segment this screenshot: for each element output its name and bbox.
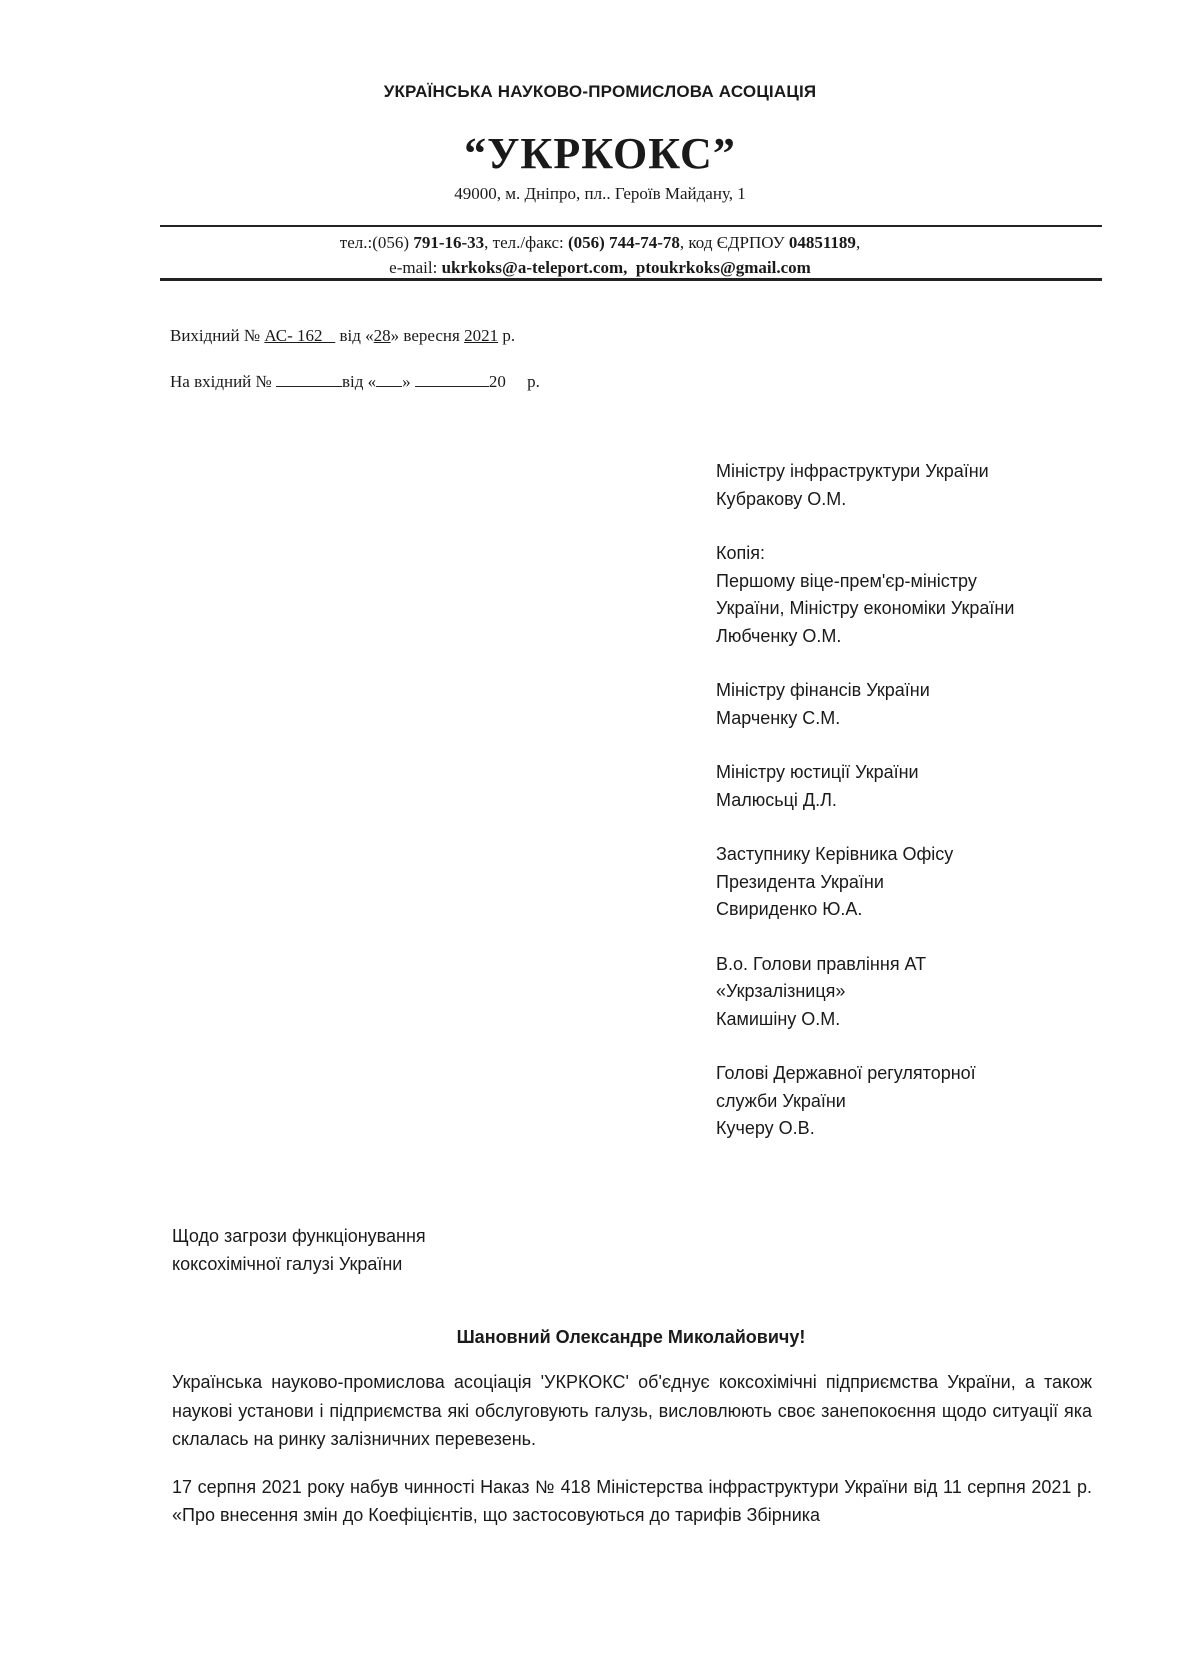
outgoing-suffix: р.	[502, 326, 516, 345]
recipient-finance	[716, 677, 1096, 732]
fax-value: (056) 744-74-78	[568, 233, 680, 252]
outgoing-from: від «	[339, 326, 374, 345]
header-rule-top	[160, 225, 1102, 227]
incoming-close: »	[402, 372, 411, 391]
outgoing-number: АС- 162	[264, 326, 323, 345]
recipient-title: «Укрзалізниця»	[716, 981, 846, 1001]
outgoing-label: Вихідний №	[170, 326, 261, 345]
subject-line-1: Щодо загрози функціонування	[172, 1226, 426, 1246]
body-paragraph-1: Українська науково-промислова асоціація 'УКРКОКС' об'єднує коксохімічні підприємства України, а також наукові установи і підприємства які обслуговують галузь, висловлюють своє занепокоєння щодо ситуації яка склалась на ринку залізничних перевезень.	[172, 1372, 1092, 1449]
recipient-title-word: Першому	[716, 570, 795, 591]
recipients-block	[716, 458, 1096, 1170]
recipient-title: Міністру фінансів України	[716, 680, 930, 700]
incoming-day-blank	[376, 371, 402, 387]
outgoing-month: вересня	[403, 326, 460, 345]
recipient-title: Міністру юстиції України	[716, 762, 919, 782]
recipient-title: служби України	[716, 1090, 846, 1111]
body-paragraph-2: 17 серпня 2021 року набув чинності Наказ № 418 Міністерства інфраструктури України від 11 серпня 2021 р. «Про внесення змін до Коефіцієнтів, що застосовуються до тарифів Збірника	[172, 1476, 1092, 1525]
recipient-title: Міністру інфраструктури України	[716, 461, 989, 481]
recipient-infrastructure	[716, 458, 1096, 513]
outgoing-close: »	[390, 326, 400, 345]
outgoing-number-line	[170, 326, 515, 346]
tel-label: тел.:	[339, 233, 373, 252]
incoming-label: На вхідний №	[170, 372, 272, 391]
recipient-title: України, Міністру економіки України	[716, 598, 1015, 618]
recipient-person: Марченку С.М.	[716, 707, 841, 728]
recipient-title: Президента України	[716, 871, 884, 892]
fax-label: , тел./факс:	[484, 233, 564, 252]
email-line	[0, 255, 1200, 280]
recipient-person: Кучеру О.В.	[716, 1118, 815, 1138]
association-name: УКРАЇНСЬКА НАУКОВО-ПРОМИСЛОВА АСОЦІАЦІЯ	[383, 82, 817, 101]
outgoing-day: 28	[373, 326, 391, 345]
email-secondary[interactable]: ptoukrkoks@gmail.com	[635, 258, 811, 277]
recipient-copy-vice-pm	[716, 540, 1096, 650]
recipient-justice	[716, 759, 1096, 814]
recipient-title: В.о. Голови правління АТ	[716, 953, 927, 974]
tel-code: (056)	[372, 233, 410, 252]
recipient-person: Свириденко Ю.А.	[716, 899, 863, 919]
tel-number: 791-16-33	[413, 233, 485, 252]
recipient-president-office	[716, 841, 1096, 924]
recipient-title-justified	[716, 568, 1096, 596]
recipient-title: Заступнику Керівника Офісу	[716, 844, 954, 864]
email-primary[interactable]: ukrkoks@a-teleport.com,	[441, 258, 628, 277]
incoming-suffix: р.	[527, 372, 540, 391]
edrpou-label: , код ЄДРПОУ	[679, 233, 785, 252]
recipient-person: Кубракову О.М.	[716, 488, 847, 509]
phone-line: тел.:(056) 791-16-33, тел./факс: (056) 744-74-78, код ЄДРПОУ 04851189,	[339, 233, 861, 252]
recipient-person: Камишіну О.М.	[716, 1008, 841, 1029]
recipient-regulatory	[716, 1060, 1096, 1143]
incoming-number-line	[170, 371, 540, 392]
incoming-year: 20	[488, 372, 506, 391]
outgoing-year: 2021	[464, 326, 499, 345]
recipient-ukrzaliznytsia	[716, 951, 1096, 1034]
incoming-from: від «	[341, 372, 377, 391]
recipient-person: Малюсьці Д.Л.	[716, 789, 837, 810]
letter-greeting: Шановний Олександре Миколайовичу!	[456, 1327, 806, 1347]
contact-block	[0, 230, 1200, 280]
recipient-person: Любченку О.М.	[716, 625, 842, 646]
organization-address: 49000, м. Дніпро, пл.. Героїв Майдану, 1	[454, 184, 746, 203]
letter-subject	[172, 1222, 592, 1278]
organization-name: “УКРКОКС”	[464, 129, 736, 178]
email-label: e-mail:	[389, 258, 438, 277]
copy-label: Копія:	[716, 543, 765, 563]
header-rule-bottom	[160, 278, 1102, 281]
edrpou-value: 04851189	[788, 233, 856, 252]
incoming-month-blank	[415, 371, 489, 387]
incoming-number-blank	[276, 371, 342, 387]
recipient-title-word: віце-прем'єр-міністру	[800, 570, 977, 591]
recipient-title: Голові Державної регуляторної	[716, 1063, 976, 1083]
letter-body	[172, 1368, 1092, 1549]
subject-line-2: коксохімічної галузі України	[172, 1254, 403, 1274]
